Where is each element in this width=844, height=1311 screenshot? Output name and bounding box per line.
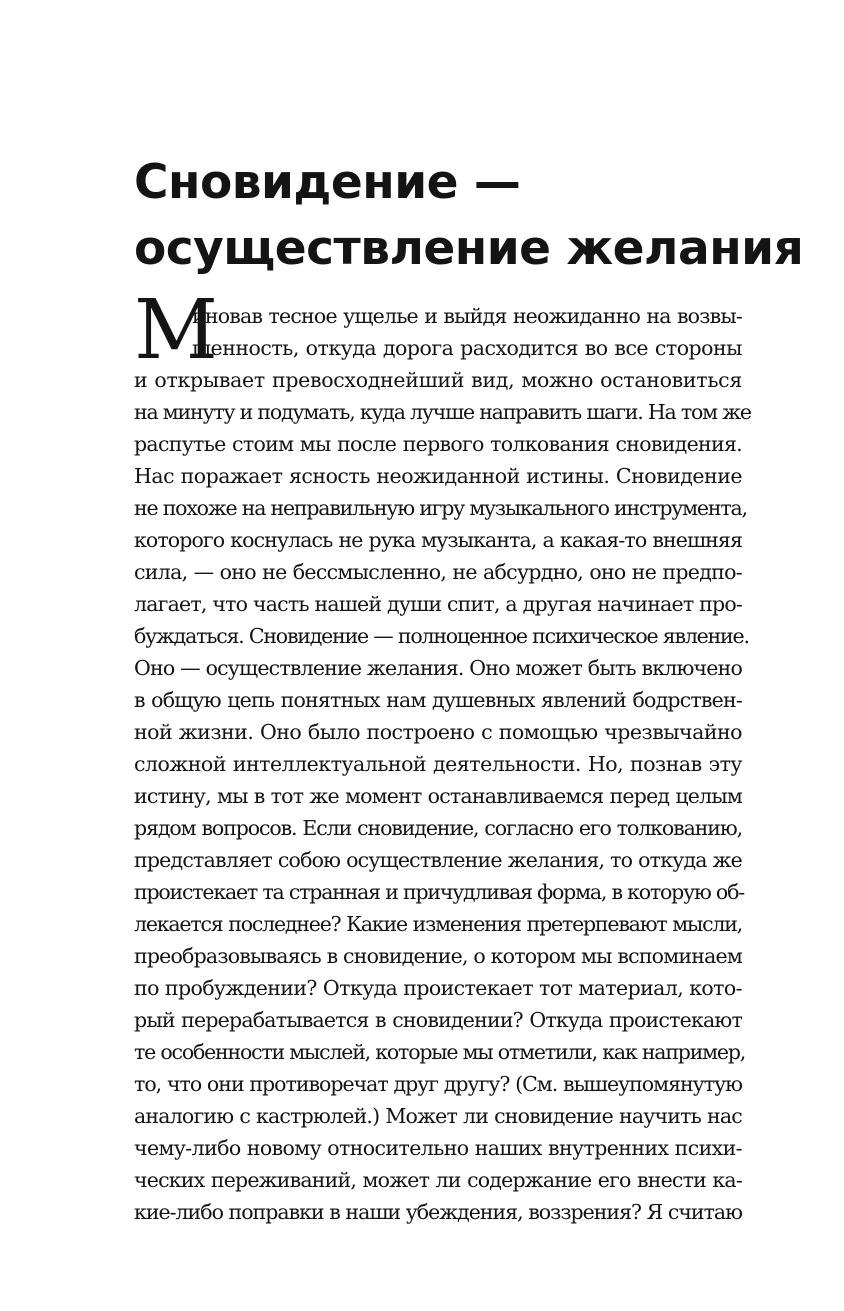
chapter-title [134, 150, 804, 282]
body-text [134, 300, 751, 1228]
text-line: буждаться. Сновидение — полноценное психическое явление. [134, 624, 749, 648]
text-line: на минуту и подумать, куда лучше направить шаги. На том же [134, 400, 751, 424]
text-line: распутье стоим мы после первого толкования сновидения. [134, 432, 742, 456]
chapter-title-line-1: Сновидение — [134, 155, 521, 210]
text-line: рый перерабатывается в сновидении? Откуда проистекают [134, 1008, 742, 1032]
text-line: лагает, что часть нашей души спит, а другая начинает про- [134, 592, 742, 616]
text-line: сложной интеллектуальной деятельности. Но, познав эту [134, 752, 742, 776]
drop-cap: М [134, 283, 218, 378]
text-line: Нас поражает ясность неожиданной истины. Сновидение [134, 464, 742, 488]
text-line: шенность, откуда дорога расходится во все стороны [192, 336, 742, 360]
chapter-title-line-2: осуществление желания [134, 221, 804, 276]
text-line: в общую цепь понятных нам душевных явлений бодрствен- [134, 688, 742, 712]
text-line: то, что они противоречат друг другу? (См. вышеупомянутую [134, 1072, 742, 1096]
text-line: лекается последнее? Какие изменения претерпевают мысли, [134, 912, 742, 936]
text-line: аналогию с кастрюлей.) Может ли сновидение научить нас [134, 1104, 742, 1128]
text-line: которого коснулась не рука музыканта, а какая-то внешняя [134, 528, 742, 552]
text-line: по пробуждении? Откуда проистекает тот материал, кото- [134, 976, 742, 1000]
text-line: те особенности мыслей, которые мы отметили, как например, [134, 1040, 746, 1064]
text-line: истину, мы в тот же момент останавливаемся перед целым [134, 784, 742, 808]
text-line: представляет собою осуществление желания, то откуда же [134, 848, 742, 872]
text-line: кие-либо поправки в наши убеждения, воззрения? Я считаю [134, 1200, 742, 1224]
text-line: сила, — оно не бессмысленно, не абсурдно, оно не предпо- [134, 560, 742, 584]
text-line: и открывает превосходнейший вид, можно остановиться [134, 368, 742, 392]
text-line: преобразовываясь в сновидение, о котором мы вспоминаем [134, 944, 742, 968]
text-line: рядом вопросов. Если сновидение, согласно его толкованию, [134, 816, 742, 840]
text-line: чему-либо новому относительно наших внутренних психи- [134, 1136, 742, 1160]
text-line: не похоже на неправильную игру музыкального инструмента, [134, 496, 747, 520]
text-line: ческих переживаний, может ли содержание его внести ка- [134, 1168, 742, 1192]
text-line: Оно — осуществление желания. Оно может быть включено [134, 656, 742, 680]
text-line: проистекает та странная и причудливая форма, в которую об- [134, 880, 744, 904]
text-line: иновав тесное ущелье и выйдя неожиданно на возвы- [192, 304, 742, 328]
text-line: ной жизни. Оно было построено с помощью чрезвычайно [134, 720, 742, 744]
